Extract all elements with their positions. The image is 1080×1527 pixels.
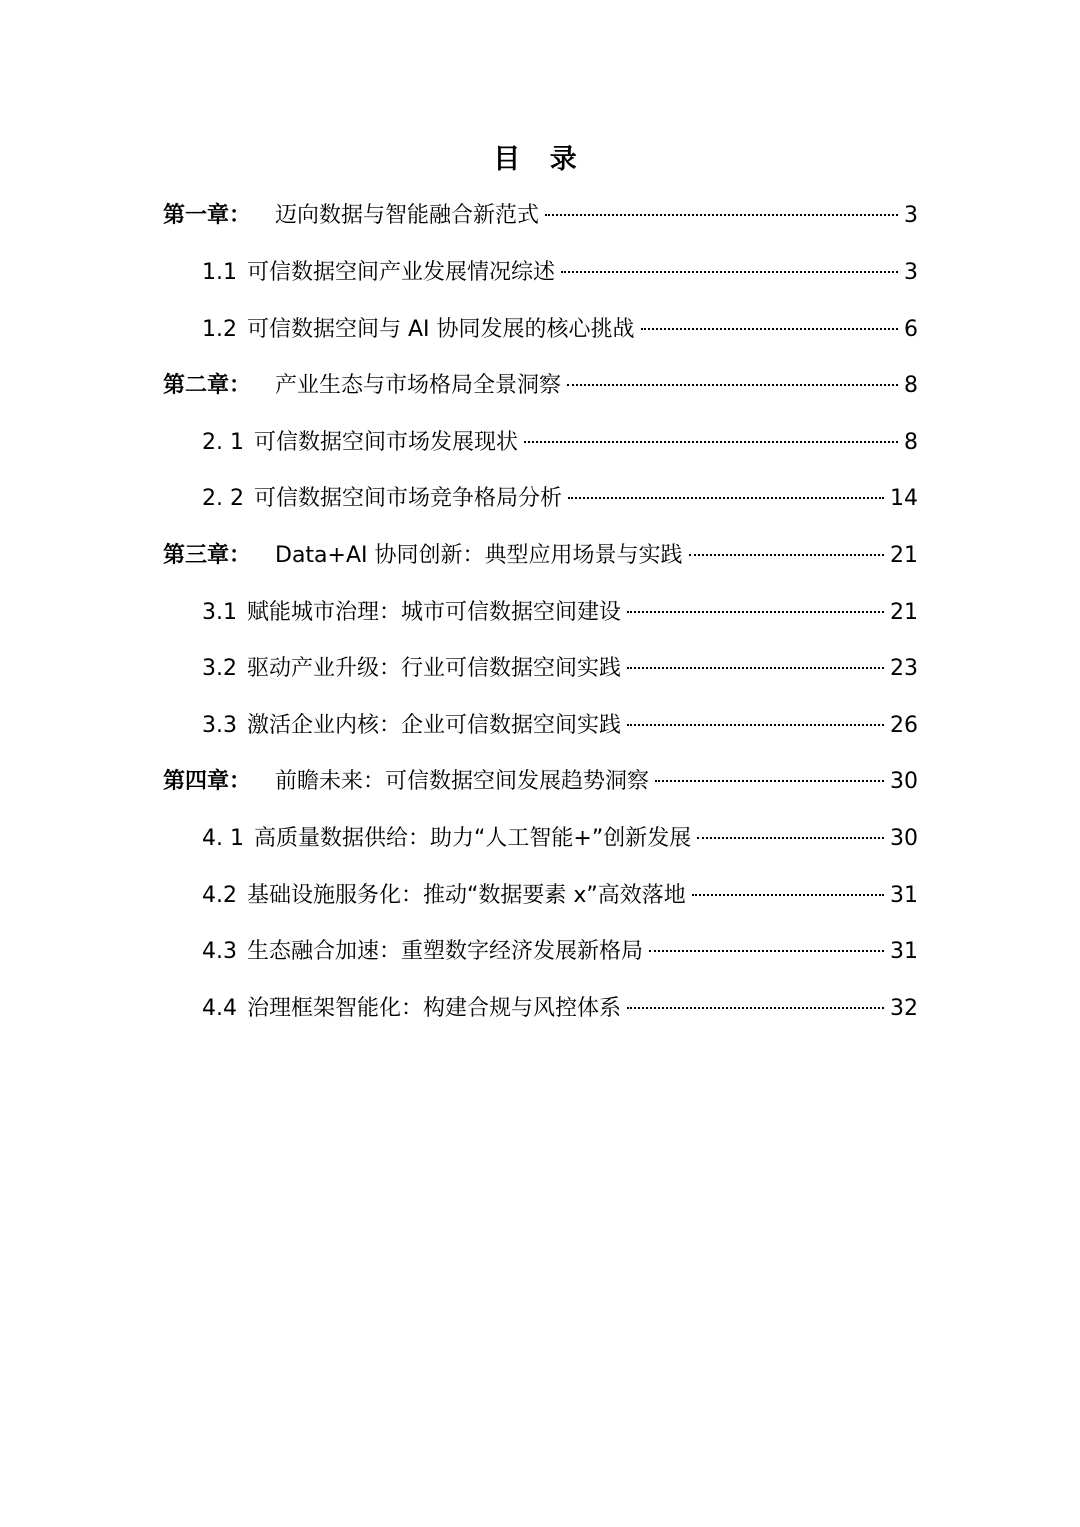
toc-entry-title: 高质量数据供给：助力“人工智能+”创新发展 bbox=[253, 826, 692, 851]
toc-entry-number: 3.3 bbox=[202, 713, 237, 738]
toc-entry-title: 基础设施服务化：推动“数据要素 x”高效落地 bbox=[247, 883, 686, 908]
dot-leader bbox=[568, 497, 884, 499]
toc-entry-title: Data+AI 协同创新：典型应用场景与实践 bbox=[275, 543, 683, 568]
toc-entry-title: 可信数据空间市场竞争格局分析 bbox=[253, 486, 562, 511]
dot-leader bbox=[561, 271, 898, 273]
dot-leader bbox=[649, 950, 884, 952]
toc-entry-title: 治理框架智能化：构建合规与风控体系 bbox=[247, 996, 622, 1021]
toc-entry-title: 迈向数据与智能融合新范式 bbox=[275, 203, 540, 228]
toc-entry-number: 3.1 bbox=[202, 600, 237, 625]
toc-entry-section-3-2[interactable] bbox=[202, 641, 918, 697]
toc-entry-page: 30 bbox=[890, 769, 918, 794]
dot-leader bbox=[627, 724, 884, 726]
toc-entry-page: 3 bbox=[904, 203, 918, 228]
toc-entry-title: 可信数据空间与 AI 协同发展的核心挑战 bbox=[247, 317, 635, 342]
toc-entry-page: 21 bbox=[890, 600, 918, 625]
toc-entry-number: 第四章： bbox=[163, 769, 252, 794]
toc-entry-section-4-3[interactable] bbox=[202, 924, 918, 980]
toc-entry-number: 第二章： bbox=[163, 373, 252, 398]
toc-entry-number: 4.2 bbox=[202, 883, 237, 908]
toc-entry-number: 2. 2 bbox=[202, 486, 244, 511]
toc-entry-chapter-1[interactable] bbox=[163, 188, 918, 244]
toc-entry-number: 3.2 bbox=[202, 656, 237, 681]
dot-leader bbox=[567, 384, 898, 386]
toc-entry-page: 8 bbox=[904, 373, 918, 398]
toc-entry-page: 6 bbox=[904, 317, 918, 342]
toc-entry-section-3-3[interactable] bbox=[202, 698, 918, 754]
toc-entry-page: 32 bbox=[890, 996, 918, 1021]
toc-entry-section-3-1[interactable] bbox=[202, 585, 918, 641]
toc-entry-title: 生态融合加速：重塑数字经济发展新格局 bbox=[247, 939, 644, 964]
toc-title: 目 录 bbox=[493, 144, 587, 175]
toc-entry-page: 14 bbox=[890, 486, 918, 511]
toc-entry-number: 第一章： bbox=[163, 203, 252, 228]
toc-entry-section-4-2[interactable] bbox=[202, 868, 918, 924]
toc-entry-page: 23 bbox=[890, 656, 918, 681]
toc-entry-page: 8 bbox=[904, 430, 918, 455]
dot-leader bbox=[627, 611, 884, 613]
toc-entry-page: 3 bbox=[904, 260, 918, 285]
dot-leader bbox=[641, 328, 898, 330]
toc-entry-title: 激活企业内核：企业可信数据空间实践 bbox=[247, 713, 622, 738]
toc-entry-section-1-1[interactable] bbox=[202, 245, 918, 301]
toc-entry-page: 31 bbox=[890, 883, 918, 908]
toc-entry-number: 第三章： bbox=[163, 543, 252, 568]
toc-entry-number: 2. 1 bbox=[202, 430, 244, 455]
toc-entry-page: 21 bbox=[890, 543, 918, 568]
toc-entry-page: 30 bbox=[890, 826, 918, 851]
dot-leader bbox=[627, 667, 884, 669]
dot-leader bbox=[697, 837, 884, 839]
toc-entry-number: 1.1 bbox=[202, 260, 237, 285]
dot-leader bbox=[545, 214, 898, 216]
dot-leader bbox=[655, 780, 884, 782]
toc-entry-section-4-1[interactable] bbox=[202, 811, 918, 867]
toc-entry-section-2-2[interactable] bbox=[202, 471, 918, 527]
toc-entry-number: 4.4 bbox=[202, 996, 237, 1021]
toc-entry-page: 31 bbox=[890, 939, 918, 964]
toc-entry-number: 4.3 bbox=[202, 939, 237, 964]
toc-entry-chapter-4[interactable] bbox=[163, 754, 918, 810]
toc-entry-section-2-1[interactable] bbox=[202, 415, 918, 471]
dot-leader bbox=[627, 1007, 884, 1009]
dot-leader bbox=[692, 894, 884, 896]
toc-entry-section-1-2[interactable] bbox=[202, 302, 918, 358]
toc-entry-title: 产业生态与市场格局全景洞察 bbox=[275, 373, 562, 398]
toc-entry-title: 可信数据空间市场发展现状 bbox=[253, 430, 518, 455]
toc-entry-page: 26 bbox=[890, 713, 918, 738]
toc-entry-chapter-3[interactable] bbox=[163, 528, 918, 584]
toc-entry-number: 4. 1 bbox=[202, 826, 244, 851]
toc-entry-number: 1.2 bbox=[202, 317, 237, 342]
toc-entry-title: 赋能城市治理：城市可信数据空间建设 bbox=[247, 600, 622, 625]
toc-entry-section-4-4[interactable] bbox=[202, 981, 918, 1037]
toc-entry-chapter-2[interactable] bbox=[163, 358, 918, 414]
toc-entry-title: 前瞻未来：可信数据空间发展趋势洞察 bbox=[275, 769, 650, 794]
toc-entry-title: 可信数据空间产业发展情况综述 bbox=[247, 260, 556, 285]
dot-leader bbox=[524, 441, 898, 443]
toc-entry-title: 驱动产业升级：行业可信数据空间实践 bbox=[247, 656, 622, 681]
dot-leader bbox=[689, 554, 885, 556]
